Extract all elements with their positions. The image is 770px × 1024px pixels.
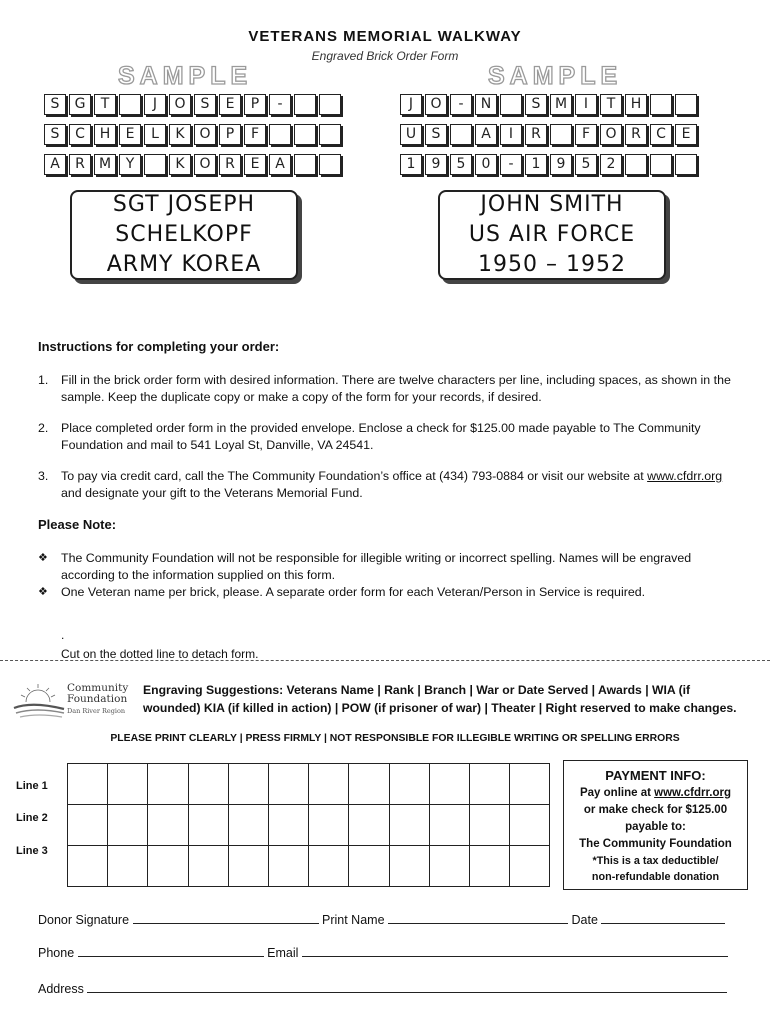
sample-char-box: T bbox=[600, 94, 622, 115]
line-label: Line 1 bbox=[16, 780, 48, 792]
sample-character-grid-right bbox=[400, 94, 700, 184]
date-label: Date bbox=[571, 913, 598, 927]
date-field[interactable] bbox=[601, 912, 725, 924]
diamond-bullet-icon: ❖ bbox=[38, 586, 48, 598]
sample-char-box: O bbox=[169, 94, 191, 115]
payment-link[interactable]: www.cfdrr.org bbox=[654, 787, 732, 799]
brick-line: US AIR FORCE bbox=[468, 222, 636, 247]
sample-char-box: K bbox=[169, 154, 191, 175]
entry-char-cell[interactable] bbox=[510, 846, 550, 887]
entry-char-cell[interactable] bbox=[268, 846, 308, 887]
sample-label-right: SAMPLE bbox=[488, 62, 623, 90]
brick-line: ARMY KOREA bbox=[106, 252, 262, 277]
sample-char-box: E bbox=[119, 124, 141, 145]
sample-char-box bbox=[294, 94, 316, 115]
sample-char-box bbox=[119, 94, 141, 115]
sample-char-box bbox=[319, 154, 341, 175]
entry-line-row bbox=[68, 764, 550, 805]
entry-char-cell[interactable] bbox=[429, 764, 469, 805]
sample-character-grid-left bbox=[44, 94, 344, 184]
entry-char-cell[interactable] bbox=[349, 846, 389, 887]
sample-char-box: S bbox=[525, 94, 547, 115]
sample-char-box: L bbox=[144, 124, 166, 145]
entry-char-cell[interactable] bbox=[309, 846, 349, 887]
payment-info-box: PAYMENT INFO: Pay online at www.cfdrr.org or make check for $125.00 payable to: The Community Foundation *This is a tax deductible/ non-refundable donation bbox=[563, 760, 748, 890]
sample-char-box bbox=[319, 124, 341, 145]
sample-char-box: E bbox=[219, 94, 241, 115]
sample-char-box: - bbox=[500, 154, 522, 175]
address-field[interactable] bbox=[87, 981, 727, 993]
sample-char-row bbox=[400, 154, 700, 176]
entry-char-cell[interactable] bbox=[389, 764, 429, 805]
line-label: Line 2 bbox=[16, 812, 48, 824]
sample-char-box: T bbox=[94, 94, 116, 115]
page-title: VETERANS MEMORIAL WALKWAY bbox=[248, 28, 522, 45]
instruction-item: 2. Place completed order form in the provided envelope. Enclose a check for $125.00 made payable to The Community Foundation and mail to 541 Loyal St, Danville, VA 24541. bbox=[38, 421, 701, 452]
donor-signature-label: Donor Signature bbox=[38, 913, 130, 927]
entry-char-cell[interactable] bbox=[309, 805, 349, 846]
sample-char-box: C bbox=[650, 124, 672, 145]
entry-char-cell[interactable] bbox=[228, 764, 268, 805]
note-list bbox=[38, 550, 738, 601]
entry-char-cell[interactable] bbox=[108, 846, 148, 887]
sample-char-box: J bbox=[144, 94, 166, 115]
sample-char-box bbox=[294, 154, 316, 175]
sample-char-row bbox=[44, 124, 344, 146]
sample-char-box: Y bbox=[119, 154, 141, 175]
sample-char-box bbox=[450, 124, 472, 145]
entry-line-row bbox=[68, 805, 550, 846]
sample-char-box bbox=[144, 154, 166, 175]
sample-char-box bbox=[650, 94, 672, 115]
entry-char-cell[interactable] bbox=[148, 846, 188, 887]
sample-brick-right bbox=[438, 190, 666, 280]
signature-row bbox=[38, 912, 725, 927]
sample-char-box: K bbox=[169, 124, 191, 145]
sample-char-box: F bbox=[575, 124, 597, 145]
entry-char-cell[interactable] bbox=[108, 764, 148, 805]
sample-char-box: S bbox=[44, 94, 66, 115]
brick-line: SCHELKOPF bbox=[115, 222, 253, 247]
sample-char-box: O bbox=[194, 124, 216, 145]
sample-char-box: E bbox=[244, 154, 266, 175]
brick-line: JOHN SMITH bbox=[480, 192, 624, 217]
entry-char-cell[interactable] bbox=[469, 764, 509, 805]
email-label: Email bbox=[267, 946, 299, 960]
entry-char-cell[interactable] bbox=[469, 846, 509, 887]
entry-char-cell[interactable] bbox=[268, 764, 308, 805]
entry-char-cell[interactable] bbox=[510, 764, 550, 805]
sample-char-box: R bbox=[219, 154, 241, 175]
sample-char-box: I bbox=[575, 94, 597, 115]
sample-char-row bbox=[400, 94, 700, 116]
print-name-field[interactable] bbox=[388, 912, 568, 924]
entry-char-cell[interactable] bbox=[68, 805, 108, 846]
sample-char-box: 5 bbox=[575, 154, 597, 175]
sample-char-box: U bbox=[400, 124, 422, 145]
phone-field[interactable] bbox=[78, 945, 264, 957]
entry-char-cell[interactable] bbox=[68, 764, 108, 805]
entry-char-cell[interactable] bbox=[148, 805, 188, 846]
sample-char-row bbox=[44, 94, 344, 116]
sample-char-box: P bbox=[219, 124, 241, 145]
note-item: ❖ One Veteran name per brick, please. A separate order form for each Veteran/Person in Service is required. bbox=[38, 585, 646, 599]
sample-char-box: 2 bbox=[600, 154, 622, 175]
engraving-suggestions: Engraving Suggestions: Veterans Name | Rank | Branch | War or Date Served | Awards | WIA (if wounded) KIA (if killed in action) | POW (if prisoner of war) | Theater | Right reserved to make changes. bbox=[143, 683, 737, 715]
entry-char-cell[interactable] bbox=[349, 805, 389, 846]
sample-char-box bbox=[319, 94, 341, 115]
sample-char-box bbox=[625, 154, 647, 175]
logo-subtext: Dan River Region bbox=[67, 707, 126, 715]
sample-char-box: C bbox=[69, 124, 91, 145]
entry-char-cell[interactable] bbox=[389, 846, 429, 887]
phone-label: Phone bbox=[38, 946, 75, 960]
entry-char-cell[interactable] bbox=[108, 805, 148, 846]
entry-char-cell[interactable] bbox=[510, 805, 550, 846]
entry-char-cell[interactable] bbox=[228, 846, 268, 887]
sample-char-box bbox=[550, 124, 572, 145]
sample-char-row bbox=[44, 154, 344, 176]
print-name-label: Print Name bbox=[322, 913, 385, 927]
entry-char-cell[interactable] bbox=[309, 764, 349, 805]
entry-char-cell[interactable] bbox=[389, 805, 429, 846]
sample-char-box: F bbox=[244, 124, 266, 145]
sample-char-row bbox=[400, 124, 700, 146]
sample-char-box: S bbox=[425, 124, 447, 145]
cut-instruction: Cut on the dotted line to detach form. bbox=[61, 647, 259, 661]
note-item: ❖ The Community Foundation will not be responsible for illegible writing or incorrect spelling. Names will be engraved according to the information supplied on this form. bbox=[38, 551, 692, 582]
cut-dot: . bbox=[61, 628, 65, 642]
entry-char-cell[interactable] bbox=[429, 805, 469, 846]
sample-char-box: H bbox=[625, 94, 647, 115]
sample-char-box: 9 bbox=[550, 154, 572, 175]
entry-char-cell[interactable] bbox=[268, 805, 308, 846]
sample-char-box: M bbox=[550, 94, 572, 115]
instructions-list bbox=[38, 372, 738, 516]
sample-char-box: 5 bbox=[450, 154, 472, 175]
sample-char-box: E bbox=[675, 124, 697, 145]
sample-char-box: A bbox=[475, 124, 497, 145]
sample-char-box: 0 bbox=[475, 154, 497, 175]
print-clearly-notice: PLEASE PRINT CLEARLY | PRESS FIRMLY | NOT RESPONSIBLE FOR ILLEGIBLE WRITING OR SPELLING ERRORS bbox=[110, 733, 680, 744]
sample-char-box: S bbox=[194, 94, 216, 115]
sample-char-box bbox=[294, 124, 316, 145]
instruction-item: 3. To pay via credit card, call the The Community Foundation’s office at (434) 793-0884 or visit our website at www.cfdrr.org and designate your gift to the Veterans Memorial Fund. bbox=[38, 469, 723, 500]
address-row bbox=[38, 981, 727, 996]
logo-text: Community Foundation bbox=[67, 682, 129, 705]
entry-char-cell[interactable] bbox=[469, 805, 509, 846]
line-label: Line 3 bbox=[16, 845, 48, 857]
sample-char-box: A bbox=[44, 154, 66, 175]
entry-char-cell[interactable] bbox=[68, 846, 108, 887]
sample-char-box: H bbox=[94, 124, 116, 145]
dotted-cut-line bbox=[0, 660, 770, 661]
sample-char-box bbox=[650, 154, 672, 175]
sample-char-box bbox=[675, 94, 697, 115]
address-label: Address bbox=[38, 982, 84, 996]
sample-char-box: J bbox=[400, 94, 422, 115]
payment-heading: PAYMENT INFO: bbox=[605, 768, 706, 783]
sample-label-left: SAMPLE bbox=[118, 62, 253, 90]
sample-char-box: - bbox=[450, 94, 472, 115]
sample-char-box: I bbox=[500, 124, 522, 145]
sample-char-box: O bbox=[425, 94, 447, 115]
brick-line: SGT JOSEPH bbox=[112, 192, 256, 217]
entry-char-cell[interactable] bbox=[148, 764, 188, 805]
entry-char-cell[interactable] bbox=[188, 805, 228, 846]
sample-char-box: O bbox=[600, 124, 622, 145]
note-heading: Please Note: bbox=[38, 517, 117, 532]
page-subtitle: Engraved Brick Order Form bbox=[311, 49, 459, 63]
sample-char-box: R bbox=[625, 124, 647, 145]
entry-char-cell[interactable] bbox=[188, 764, 228, 805]
sample-char-box: M bbox=[94, 154, 116, 175]
sample-char-box bbox=[500, 94, 522, 115]
instruction-item: 1. Fill in the brick order form with desired information. There are twelve characters per line, including spaces, as shown in the sample. Keep the duplicate copy or make a copy of the form for your records, if desired. bbox=[38, 373, 731, 404]
sample-char-box: N bbox=[475, 94, 497, 115]
sample-char-box: G bbox=[69, 94, 91, 115]
sample-char-box: - bbox=[269, 94, 291, 115]
sample-char-box bbox=[269, 124, 291, 145]
brick-entry-grid bbox=[67, 763, 550, 887]
brick-line: 1950 – 1952 bbox=[478, 252, 626, 277]
entry-line-row bbox=[68, 846, 550, 887]
sample-brick-left bbox=[70, 190, 298, 280]
diamond-bullet-icon: ❖ bbox=[38, 552, 48, 564]
donor-signature-field[interactable] bbox=[133, 912, 319, 924]
sample-char-box: 9 bbox=[425, 154, 447, 175]
instructions-heading: Instructions for completing your order: bbox=[38, 339, 280, 354]
sample-char-box: O bbox=[194, 154, 216, 175]
sample-char-box bbox=[675, 154, 697, 175]
entry-char-cell[interactable] bbox=[349, 764, 389, 805]
sample-char-box: 1 bbox=[525, 154, 547, 175]
sample-char-box: R bbox=[69, 154, 91, 175]
sample-char-box: P bbox=[244, 94, 266, 115]
sample-char-box: R bbox=[525, 124, 547, 145]
website-link[interactable]: www.cfdrr.org bbox=[647, 469, 723, 483]
sample-char-box: 1 bbox=[400, 154, 422, 175]
contact-row bbox=[38, 945, 728, 960]
sample-char-box: A bbox=[269, 154, 291, 175]
sample-char-box: S bbox=[44, 124, 66, 145]
entry-char-cell[interactable] bbox=[188, 846, 228, 887]
email-field[interactable] bbox=[302, 945, 728, 957]
entry-char-cell[interactable] bbox=[429, 846, 469, 887]
entry-char-cell[interactable] bbox=[228, 805, 268, 846]
